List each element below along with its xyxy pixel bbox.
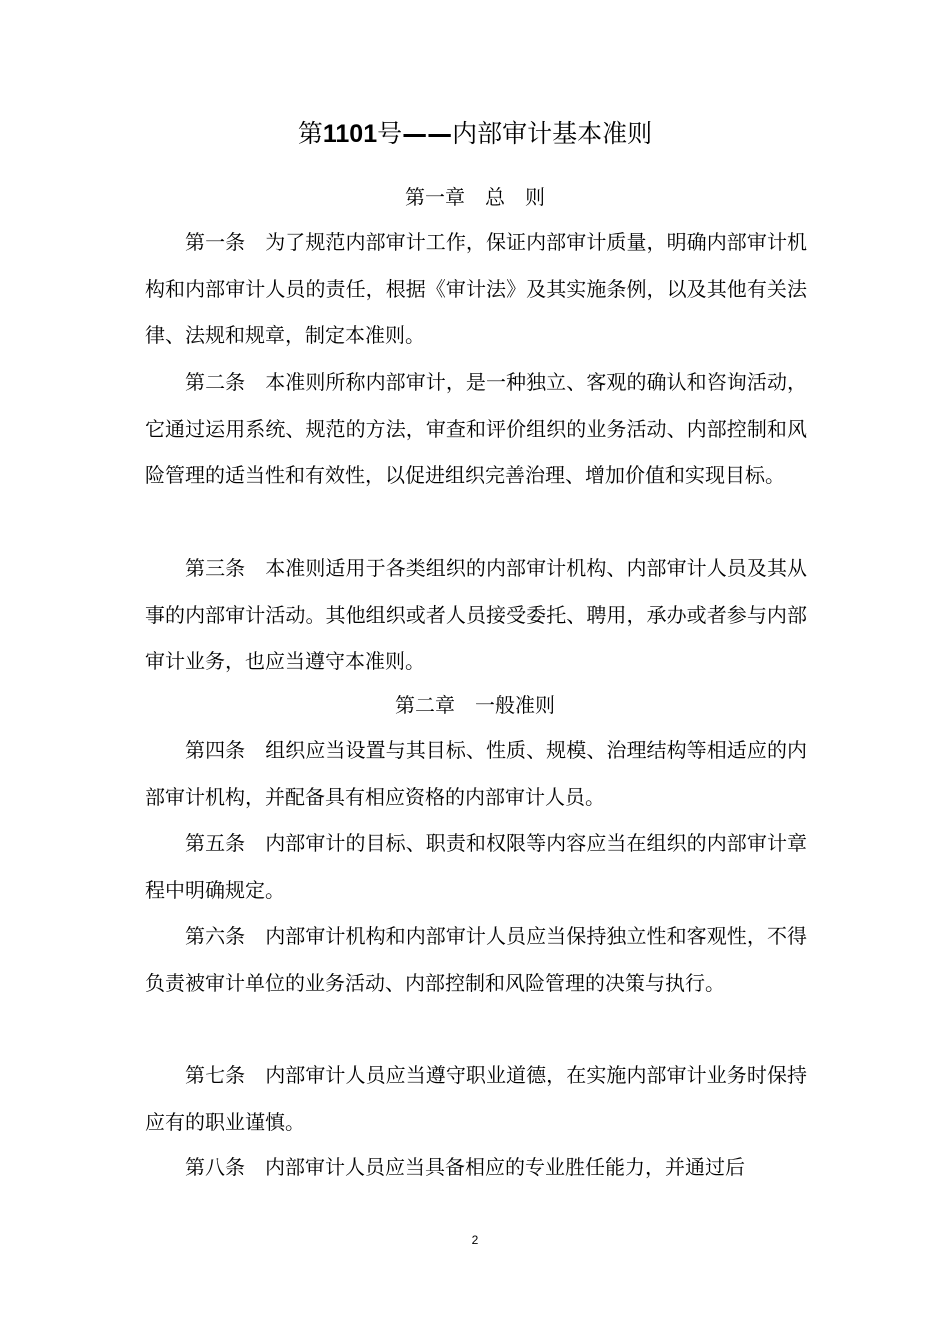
article-text: 内部审计人员应当具备相应的专业胜任能力，并通过后: [265, 1155, 745, 1179]
article-text: 内部审计人员应当遵守职业道德，在实施内部审计业务时保持应有的职业谨慎。: [145, 1063, 808, 1134]
article-text: 本准则适用于各类组织的内部审计机构、内部审计人员及其从事的内部审计活动。其他组织或者人员接受委托、聘用，承办或者参与内部审计业务，也应当遵守本准则。: [145, 556, 808, 673]
article-1: [145, 219, 807, 359]
article-label: 第七条: [185, 1063, 246, 1087]
article-label: 第二条: [185, 370, 246, 394]
article-4: [145, 727, 807, 820]
title-prefix: 第: [297, 119, 323, 148]
title-suffix: 号: [377, 119, 403, 148]
article-6: [145, 913, 807, 1006]
article-label: 第五条: [185, 831, 246, 855]
article-text: 内部审计的目标、职责和权限等内容应当在组织的内部审计章程中明确规定。: [145, 831, 808, 902]
chapter-heading-1: 第一章 总 则: [405, 185, 545, 209]
article-7: [145, 1052, 807, 1145]
article-text: 组织应当设置与其目标、性质、规模、治理结构等相适应的内部审计机构，并配备具有相应资格的内部审计人员。: [145, 738, 808, 809]
article-text: 内部审计机构和内部审计人员应当保持独立性和客观性，不得负责被审计单位的业务活动、内部控制和风险管理的决策与执行。: [145, 924, 808, 995]
article-8: [145, 1144, 807, 1191]
chapter-heading-2: 第二章 一般准则: [395, 693, 555, 717]
article-label: 第一条: [185, 230, 246, 254]
article-3: [145, 545, 807, 685]
article-text: 本准则所称内部审计，是一种独立、客观的确认和咨询活动，它通过运用系统、规范的方法，审查和评价组织的业务活动、内部控制和风险管理的适当性和有效性，以促进组织完善治理、增加价值和实现目标。: [145, 370, 808, 487]
title-number: 1101: [322, 120, 378, 148]
article-label: 第八条: [185, 1155, 245, 1179]
article-label: 第六条: [185, 924, 246, 948]
document-title: [0, 114, 950, 154]
title-name: 内部审计基本准则: [452, 119, 653, 148]
title-dash: ——: [402, 119, 453, 148]
article-5: [145, 820, 807, 913]
page-number: 2: [471, 1233, 479, 1247]
article-label: 第三条: [185, 556, 246, 580]
article-text: 为了规范内部审计工作，保证内部审计质量，明确内部审计机构和内部审计人员的责任，根据《审计法》及其实施条例，以及其他有关法律、法规和规章，制定本准则。: [145, 230, 808, 347]
article-label: 第四条: [185, 738, 246, 762]
article-2: [145, 359, 807, 499]
